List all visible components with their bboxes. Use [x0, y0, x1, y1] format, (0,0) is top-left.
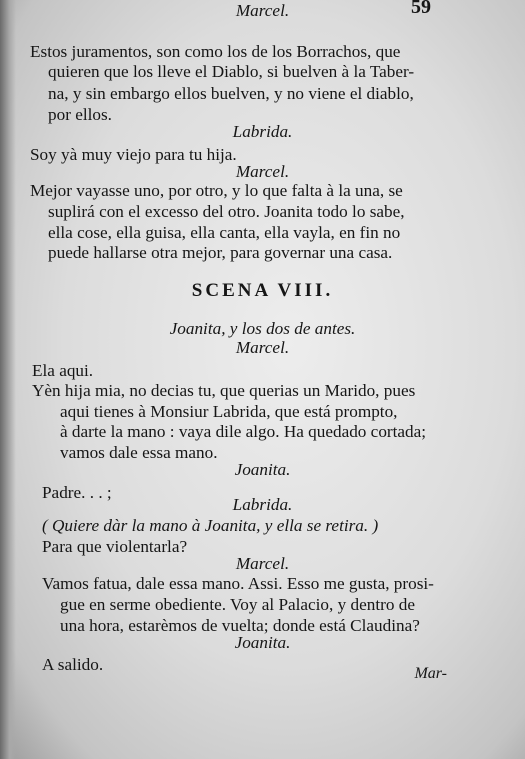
scene-heading: SCENA VIII.: [191, 280, 334, 301]
text-line: Para que violentarla?: [42, 537, 188, 556]
text-line: aqui tienes à Monsiur Labrida, que está prompto,: [60, 402, 398, 421]
text-line: Ela aqui.: [32, 361, 94, 380]
text-line: quieren que los lleve el Diablo, si buelven à la Taber-: [48, 62, 415, 81]
text-line: A salido.: [42, 655, 104, 674]
text-line: Padre. . . ;: [42, 483, 112, 502]
text-line: Mejor vayasse uno, por otro, y lo que falta à la una, se: [30, 181, 403, 200]
text-line: à darte la mano : vaya dile algo. Ha quedado cortada;: [60, 422, 427, 441]
text-line: Yèn hija mia, no decias tu, que querias un Marido, pues: [32, 381, 416, 400]
speaker-labrida: Labrida.: [232, 122, 293, 141]
text-line: suplirá con el excesso del otro. Joanita todo lo sabe,: [48, 202, 405, 221]
text-line: na, y sin embargo ellos buelven, y no viene el diablo,: [48, 84, 414, 103]
text-line: Soy yà muy viejo para tu hija.: [30, 145, 237, 164]
text-line: gue en serme obediente. Voy al Palacio, y dentro de: [60, 595, 415, 614]
speaker-marcel: Marcel.: [235, 162, 290, 181]
text-line: por ellos.: [48, 105, 112, 124]
speaker-marcel: Marcel.: [235, 554, 290, 573]
page-number: 59: [411, 0, 431, 18]
speaker-marcel: Marcel.: [235, 1, 290, 20]
speaker-marcel: Marcel.: [235, 338, 290, 357]
text-line: una hora, estarèmos de vuelta; donde está Claudina?: [60, 616, 420, 635]
speaker-labrida: Labrida.: [232, 495, 293, 514]
text-line: Estos juramentos, son como los de los Borrachos, que: [30, 42, 401, 61]
catchword: Mar-: [414, 665, 447, 682]
text-line: puede hallarse otra mejor, para governar una casa.: [48, 243, 393, 262]
speaker-joanita: Joanita.: [234, 460, 291, 479]
stage-direction: Joanita, y los dos de antes.: [169, 319, 356, 338]
text-line: vamos dale essa mano.: [60, 443, 218, 462]
speaker-joanita: Joanita.: [234, 633, 291, 652]
stage-direction: ( Quiere dàr la mano à Joanita, y ella se retira. ): [42, 516, 379, 535]
text-line: Vamos fatua, dale essa mano. Assi. Esso me gusta, prosi-: [42, 574, 434, 593]
text-line: ella cose, ella guisa, ella canta, ella vayla, en fin no: [48, 223, 401, 242]
